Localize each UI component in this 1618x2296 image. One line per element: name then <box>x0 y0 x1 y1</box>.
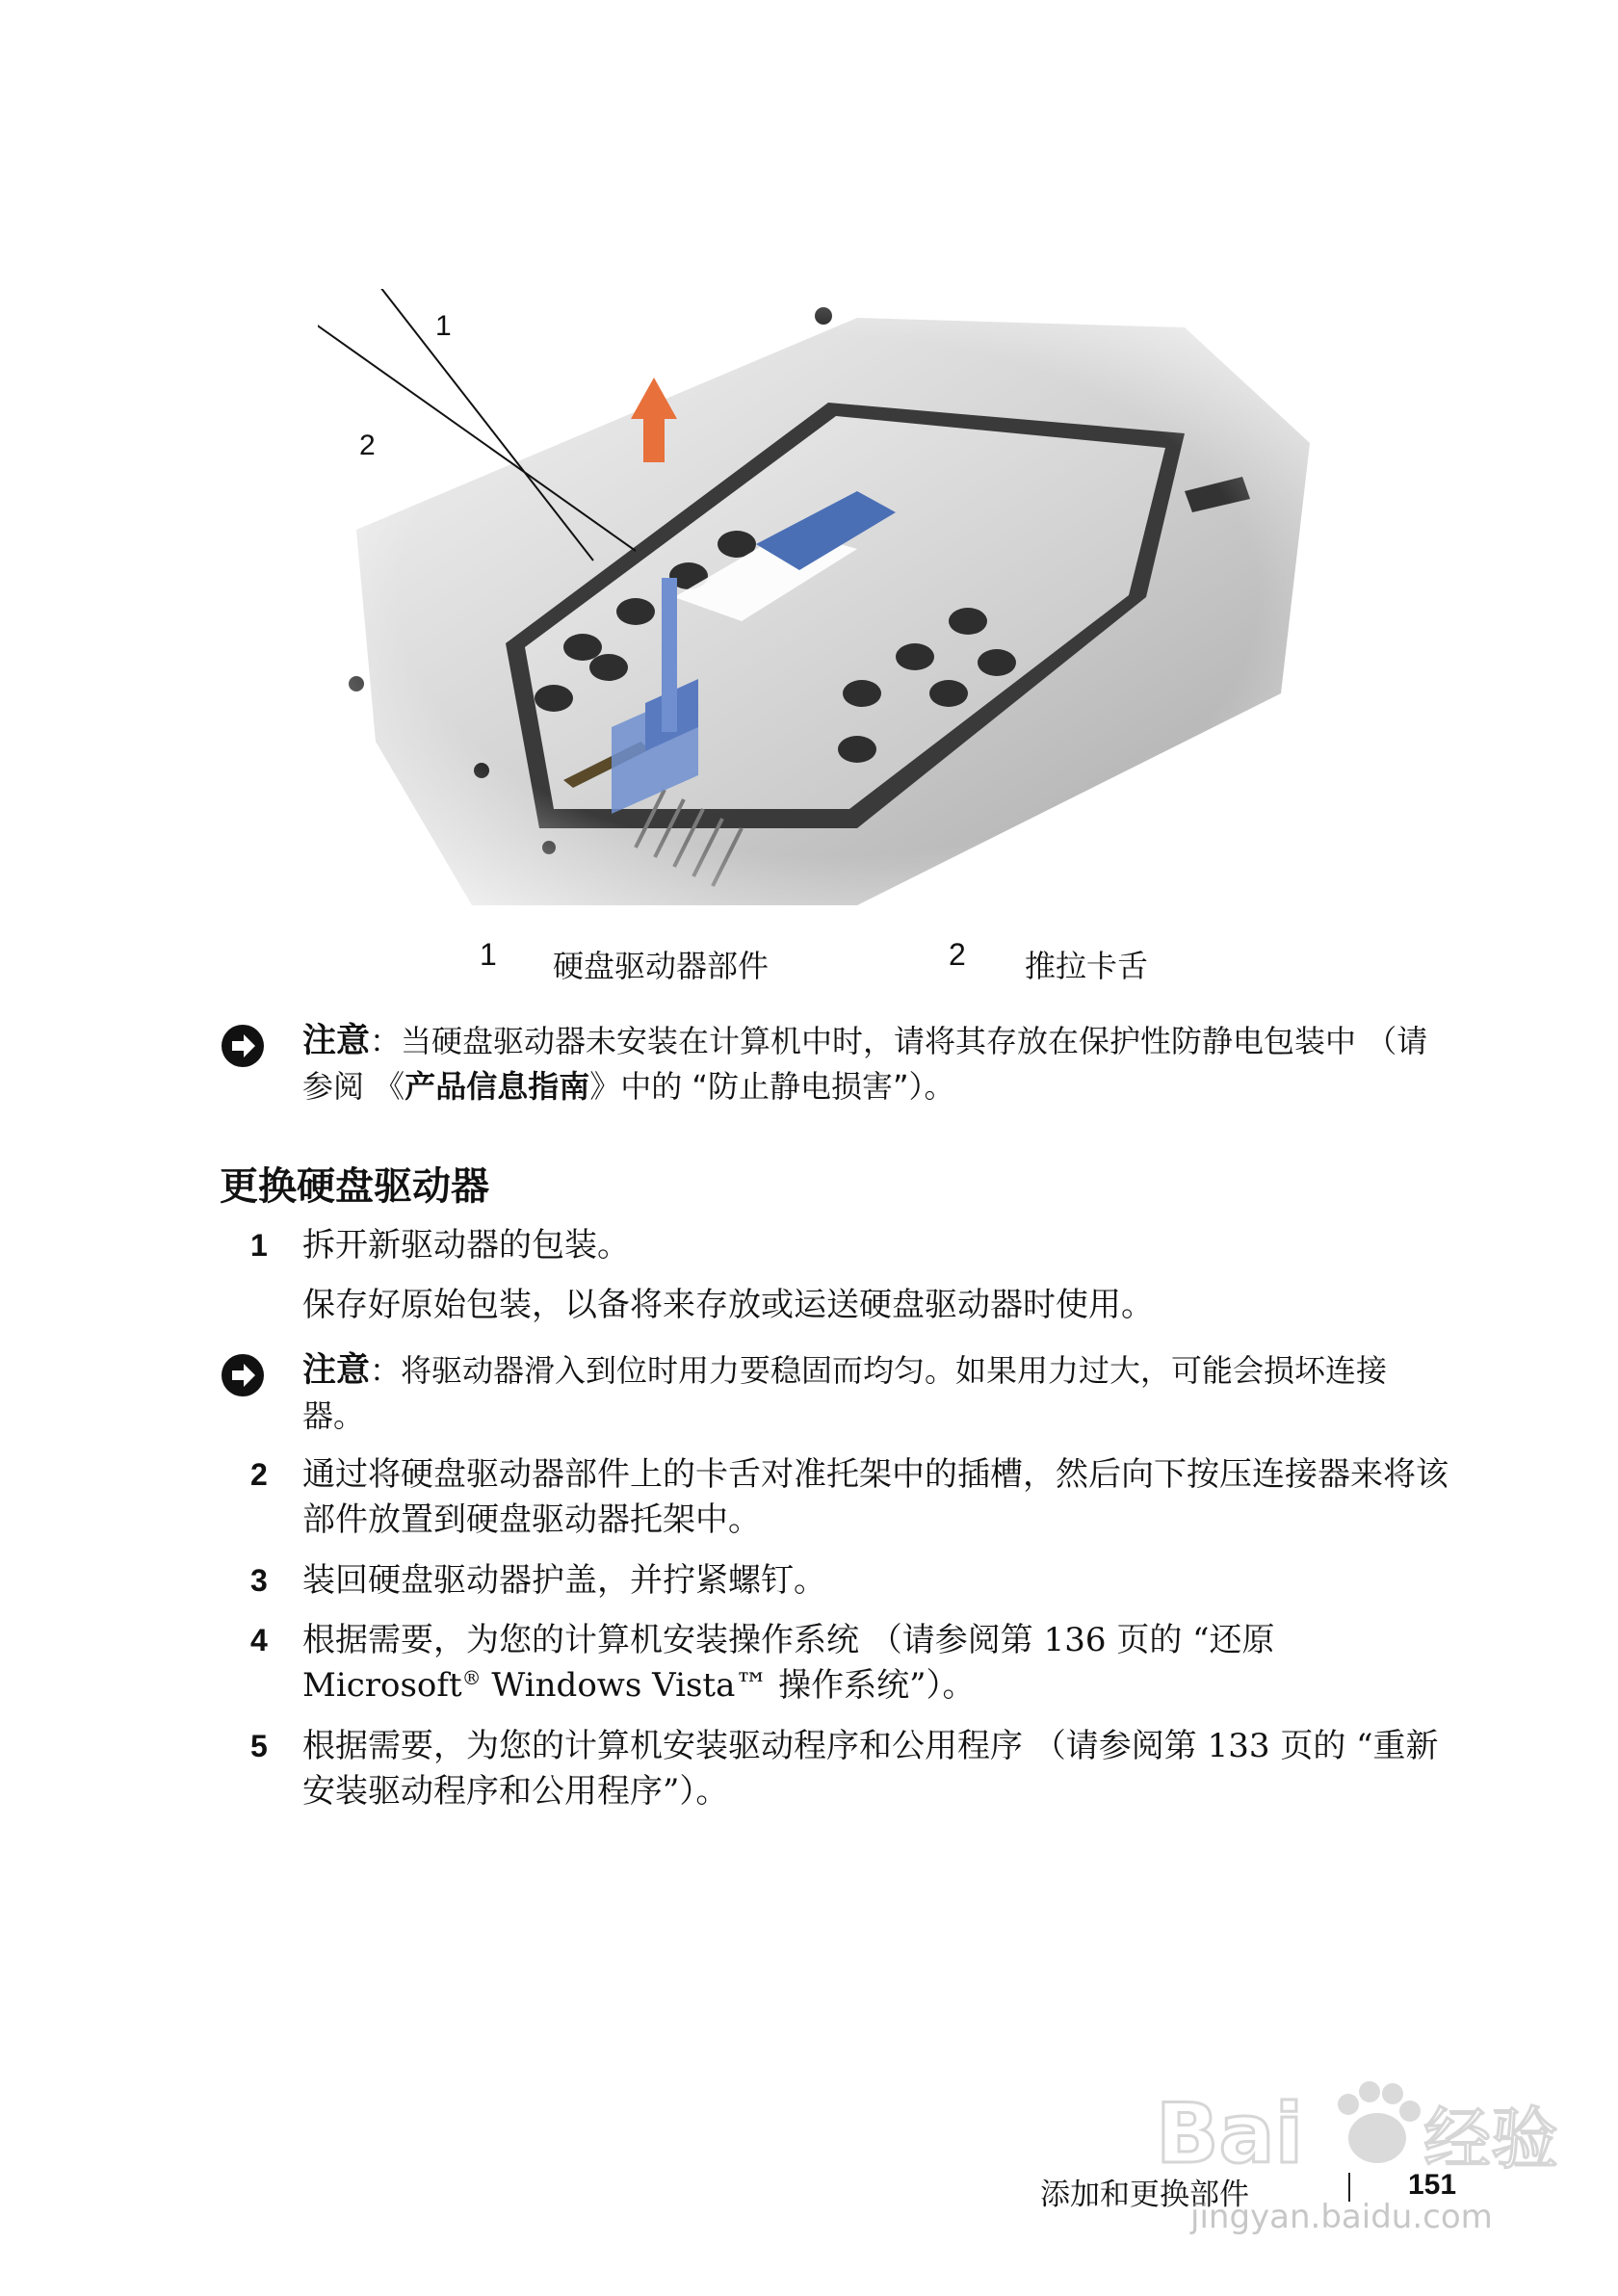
hard-drive-figure <box>318 289 1339 905</box>
watermark-brand-a: Bai <box>1156 2086 1304 2182</box>
baidu-logo <box>1156 2071 1579 2186</box>
legend-text-2: 推拉卡舌 <box>1025 948 1149 984</box>
watermark-url: jingyan.baidu.com <box>1190 2198 1493 2236</box>
notice-icon <box>222 1354 264 1396</box>
step-number: 1 <box>250 1228 268 1263</box>
step-text: 拆开新驱动器的包装。 <box>302 1226 630 1265</box>
legend-num-2: 2 <box>949 937 966 972</box>
step-1-note: 保存好原始包装，以备将来存放或运送硬盘驱动器时使用。 <box>302 1286 1154 1324</box>
legend-num-1: 1 <box>480 937 497 972</box>
callout-2: 2 <box>359 430 376 461</box>
step-number: 5 <box>250 1729 268 1763</box>
step-text: 通过将硬盘驱动器部件上的卡舌对准托架中的插槽，然后向下按压连接器来将该部件放置到硬盘驱动器托架中。 <box>302 1455 1448 1539</box>
step-number: 3 <box>250 1563 268 1598</box>
watermark-brand-b: 经验 <box>1423 2100 1558 2179</box>
paw-icon <box>1338 2081 1421 2163</box>
page-number: 151 <box>1408 2169 1457 2201</box>
baidu-watermark <box>1156 2071 1579 2254</box>
notice-label: 注意 <box>302 1022 371 1060</box>
step-text: 根据需要，为您的计算机安装操作系统 （请参阅第 136 页的 “还原 Microsoft® Windows Vista™ 操作系统”）。 <box>302 1621 1275 1705</box>
notice-text-2: 注意：将驱动器滑入到位时用力要稳固而均匀。如果用力过大，可能会损坏连接器。 <box>302 1351 1388 1434</box>
notice-text-1: 注意：当硬盘驱动器未安装在计算机中时，请将其存放在保护性防静电包装中 （请参阅 《产品信息指南》中的 “防止静电损害”）。 <box>302 1022 1428 1105</box>
footer-section-title: 添加和更换部件 <box>1040 2178 1249 2212</box>
legend-text-1: 硬盘驱动器部件 <box>553 948 770 984</box>
section-title: 更换硬盘驱动器 <box>220 1164 489 1209</box>
step-number: 4 <box>250 1623 268 1657</box>
callout-1: 1 <box>435 310 452 342</box>
step-text: 装回硬盘驱动器护盖，并拧紧螺钉。 <box>302 1561 826 1600</box>
step-number: 2 <box>250 1457 268 1492</box>
guide-title: 产品信息指南 <box>404 1068 590 1105</box>
notice-icon <box>222 1025 264 1067</box>
notice-label: 注意 <box>302 1351 371 1390</box>
step-text: 根据需要，为您的计算机安装驱动程序和公用程序 （请参阅第 133 页的 “重新安装驱动程序和公用程序”）。 <box>302 1727 1439 1811</box>
hard-drive-illustration <box>318 289 1339 905</box>
